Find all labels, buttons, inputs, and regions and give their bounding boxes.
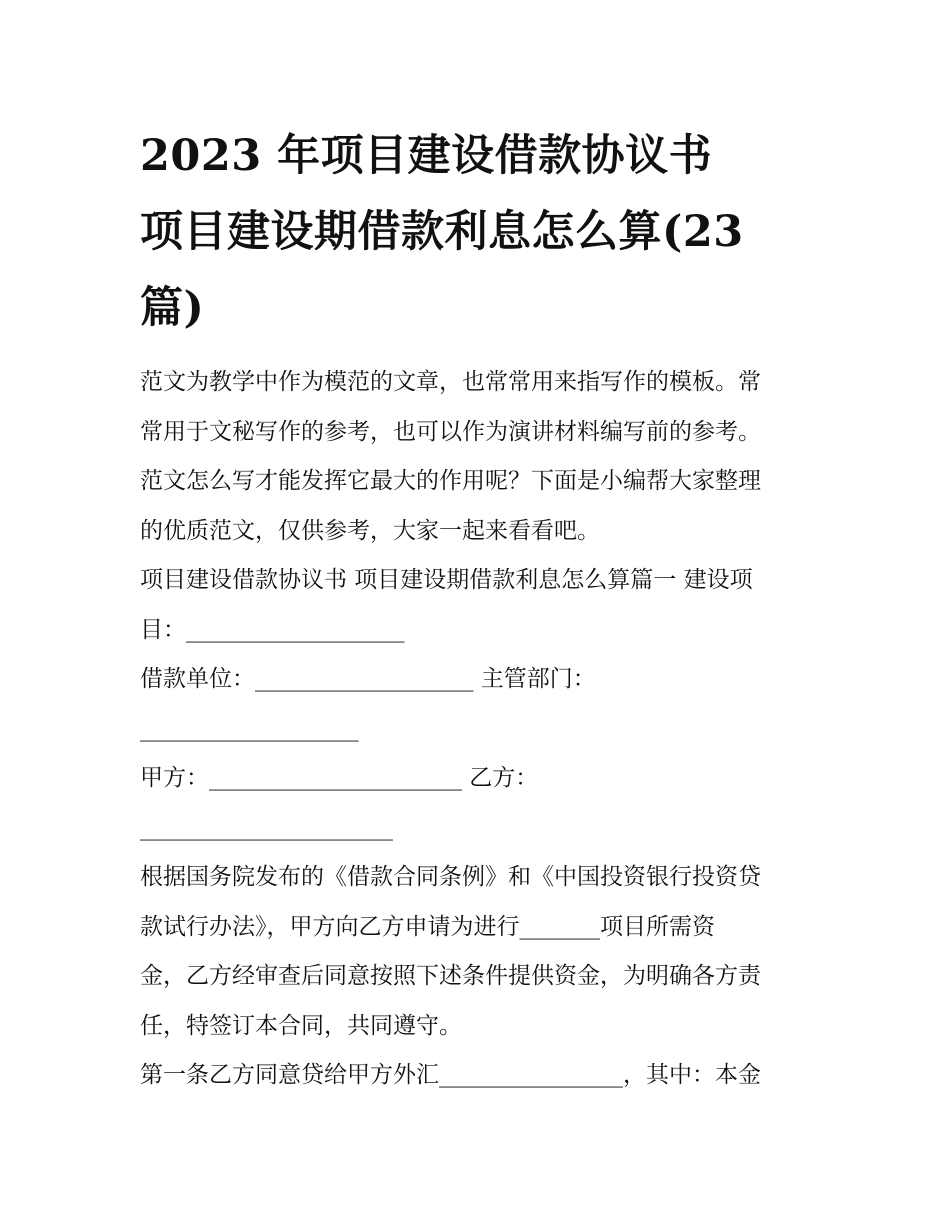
- section-heading-paragraph: [140, 556, 812, 655]
- basis-line: 任，特签订本合同，共同遵守。: [140, 1012, 462, 1039]
- borrower-line: ___________________: [140, 715, 359, 742]
- intro-line: 常用于文秘写作的参考，也可以作为演讲材料编写前的参考。: [140, 418, 761, 445]
- intro-line: 范文怎么写才能发挥它最大的作用呢？下面是小编帮大家整理: [140, 468, 761, 494]
- intro-paragraph: [140, 358, 812, 556]
- borrower-line: 借款单位：___________________ 主管部门：: [140, 666, 596, 692]
- parties-line: 甲方：______________________ 乙方：: [140, 765, 539, 791]
- basis-line: 根据国务院发布的《借款合同条例》和《中国投资银行投资贷: [140, 864, 761, 890]
- basis-paragraph: [140, 853, 812, 1051]
- section-line: 项目建设借款协议书 项目建设期借款利息怎么算篇一 建设项: [140, 567, 753, 593]
- basis-line: 款试行办法》，甲方向乙方申请为进行_______项目所需资: [140, 913, 715, 940]
- title-line-3: 篇): [140, 283, 205, 333]
- article-1-line: 第一条乙方同意贷给甲方外汇________________，其中：本金: [140, 1062, 761, 1088]
- borrower-paragraph: [140, 655, 812, 754]
- parties-line: ______________________: [140, 814, 393, 841]
- intro-line: 的优质范文，仅供参考，大家一起来看看吧。: [140, 517, 600, 544]
- basis-line: 金，乙方经审查后同意按照下述条件提供资金，为明确各方责: [140, 963, 761, 989]
- title-line-1: 2023 年项目建设借款协议书: [140, 131, 713, 181]
- section-line: 目：___________________: [140, 616, 405, 643]
- article-1-paragraph: [140, 1051, 812, 1101]
- title-line-2: 项目建设期借款利息怎么算(23: [140, 207, 744, 257]
- document-page: [140, 118, 812, 1101]
- document-title: [140, 118, 812, 346]
- document-body: [140, 358, 812, 1101]
- parties-paragraph: [140, 754, 812, 853]
- intro-line: 范文为教学中作为模范的文章，也常常用来指写作的模板。常: [140, 369, 761, 395]
